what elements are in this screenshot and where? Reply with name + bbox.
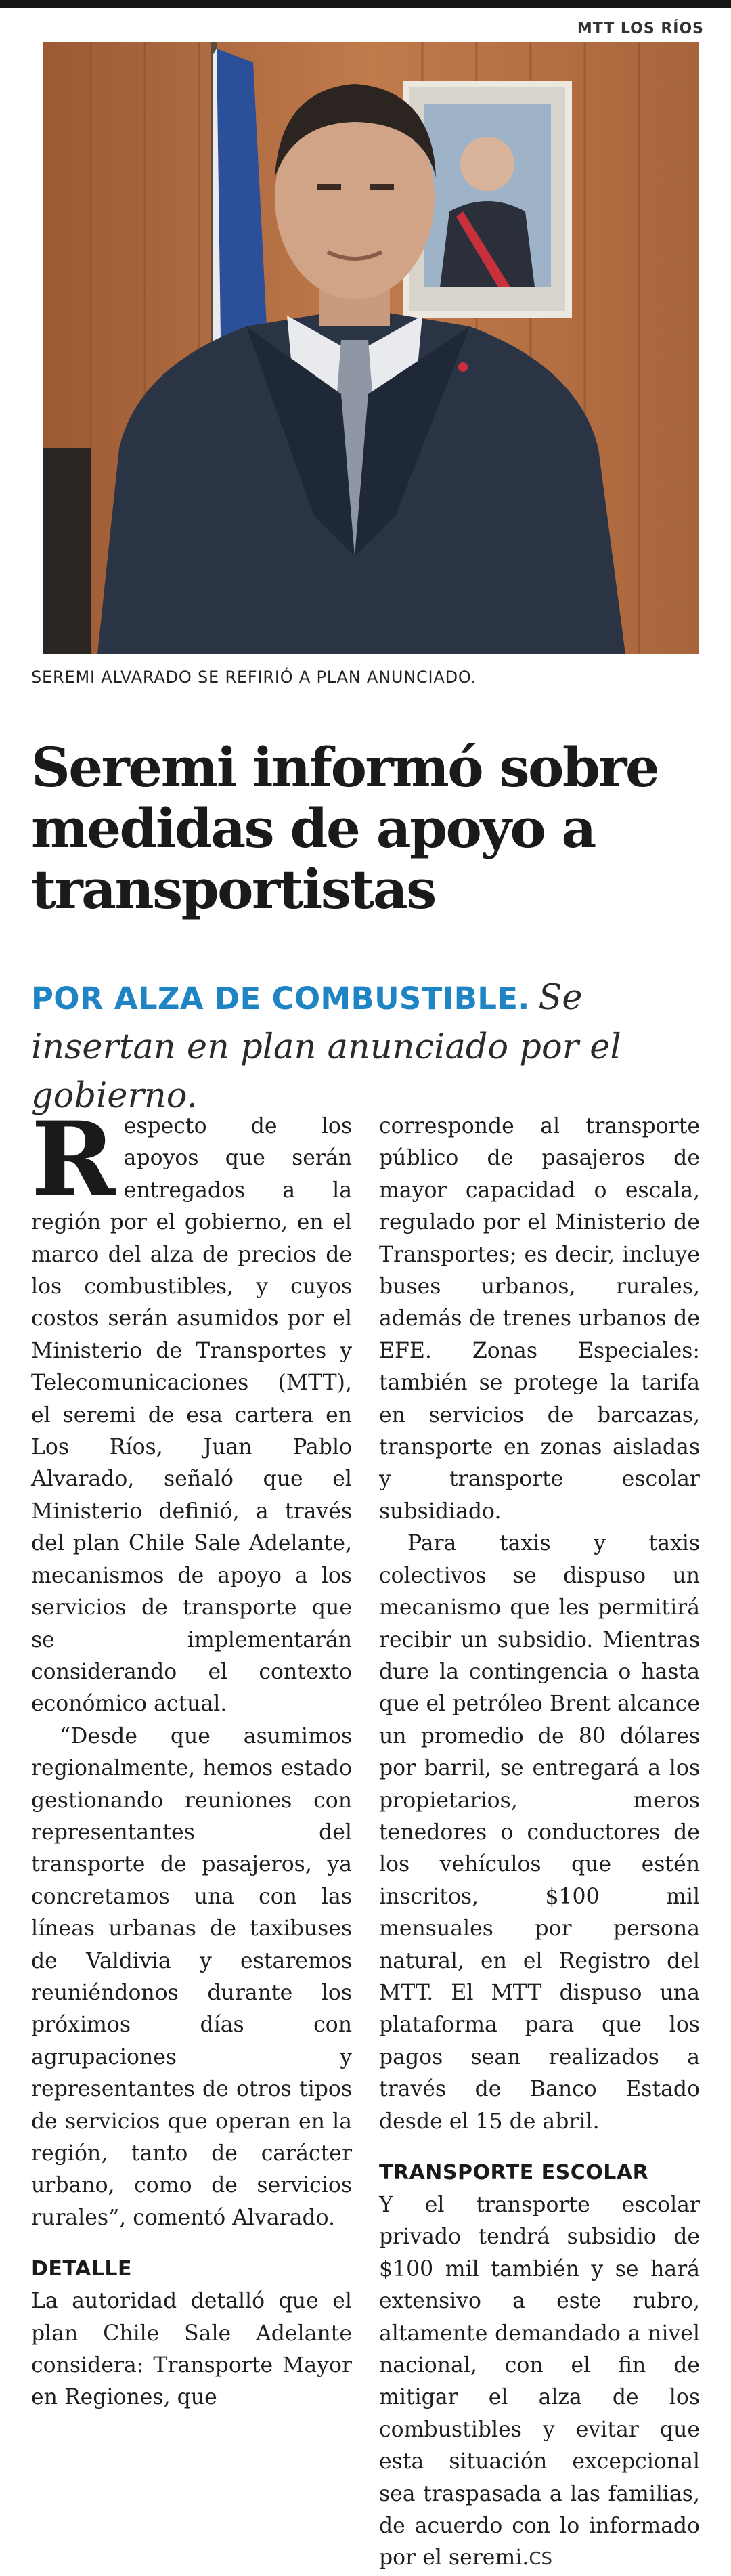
paragraph-3: La autoridad detalló que el plan Chile Sale Adelante considera: Transporte Mayor en Regiones, que [31, 2289, 352, 2410]
subhead-detalle: DETALLE [31, 2257, 132, 2281]
portrait-illustration [43, 42, 699, 654]
paragraph-1-text: especto de los apoyos que serán entregados a la región por el gobierno, en el marco del alza de precios de los combustibles, y cuyos costos serán asumidos por el Ministerio de Transportes y Telecomunicaciones (MTT), el seremi de esa cartera en Los Ríos, Juan Pablo Alvarado, señaló que el Ministerio definió, a través del plan Chile Sale Adelante, mecanismos de apoyo a los servicios de transporte que se implementarán considerando el contexto económico actual. [31, 1114, 352, 1717]
paragraph-3-continued: corresponde al transporte público de pasajeros de mayor capacidad o escala, regulado por el Ministerio de Transportes; es decir, incluye buses urbanos, rurales, además de trenes urbanos de EFE. Zonas Especiales: también se protege la tarifa en servicios de barcazas, transporte en zonas aisladas y transporte escolar subsidiado. [379, 1114, 700, 1524]
deck-kicker: POR ALZA DE COMBUSTIBLE. [31, 981, 530, 1016]
photo-caption: SEREMI ALVARADO SE REFIRIÓ A PLAN ANUNCIADO. [31, 668, 477, 687]
article-column-left [31, 1100, 352, 2414]
paragraph-2: “Desde que asumimos regionalmente, hemos estado gestionando reuniones con representantes del transporte de pasajeros, ya concretamos una con las líneas urbanas de taxibuses de Valdivia y estaremos reuniéndonos durante los próximos días con agrupaciones y representantes de otros tipos de servicios que operan en la región, tanto de carácter urbano, como de servicios rurales”, comentó Alvarado. [31, 1723, 352, 2230]
end-mark: CS [529, 2549, 553, 2570]
portrait-photo [43, 42, 699, 654]
headline: Seremi informó sobre medidas de apoyo a transportistas [31, 735, 659, 921]
deck-text: Se insertan en plan anunciado por el gobierno. [31, 978, 621, 1116]
top-rule [0, 0, 731, 8]
deck [31, 974, 708, 1121]
subhead-transporte-escolar: TRANSPORTE ESCOLAR [379, 2161, 649, 2185]
paragraph-intro [31, 1100, 352, 1721]
paragraph-5-text: Y el transporte escolar privado tendrá subsidio de $100 mil también y se hará extensivo a este rubro, altamente demandado a nivel nacional, con el fin de mitigar el alza de los combustibles y evitar que esta situación excepcional sea traspasada a las familias, de acuerdo con lo informado por el seremi. [379, 2193, 700, 2571]
section-label: MTT LOS RÍOS [577, 20, 704, 37]
paragraph-4: Para taxis y taxis colectivos se dispuso un mecanismo que les permitirá recibir un subsidio. Mientras dure la contingencia o hasta que el petróleo Brent alcance un promedio de 80 dólares por barril, se entregará a los propietarios, meros tenedores o conductores de los vehículos que estén inscritos, $100 mil mensuales por persona natural, en el Registro del MTT. El MTT dispuso una plataforma para que los pagos sean realizados a través de Banco Estado desde el 15 de abril. [379, 1531, 700, 2134]
drop-cap: R [31, 1100, 116, 1219]
paragraph-5 [379, 2189, 700, 2576]
article-column-right [379, 1111, 700, 2576]
